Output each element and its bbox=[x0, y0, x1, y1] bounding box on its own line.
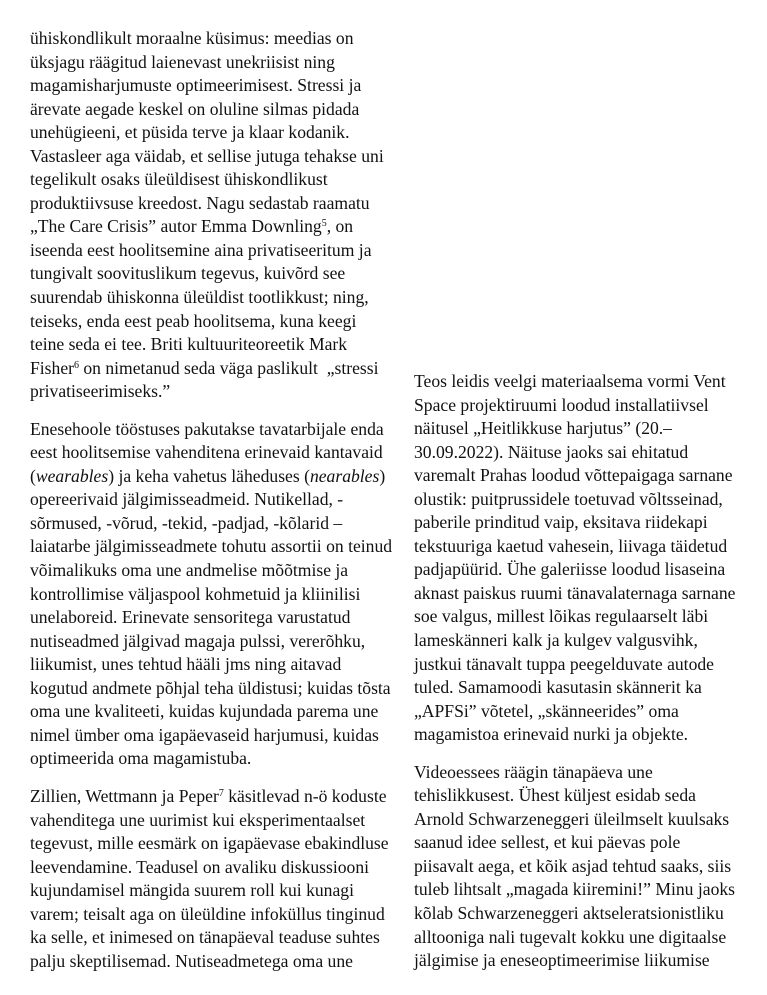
text-line: ärevate aegade keskel on oluline silmas pidada bbox=[30, 98, 360, 119]
text-line: Vastasleer aga väidab, et sellise jutuga tehakse uni bbox=[30, 145, 384, 166]
text-line: Arnold Schwarzeneggeri üleilmselt kuulsaks bbox=[414, 808, 730, 829]
text-line: varem; teisalt aga on üleüldine infoküllus tinginud bbox=[30, 903, 385, 924]
text-line: üksjagu räägitud laienevast unekriisist ning bbox=[30, 51, 335, 72]
text-line bbox=[30, 357, 410, 381]
text-line: kogutud andmete põhjal teha üldistusi; kuidas tõsta bbox=[30, 677, 391, 698]
text-line: näitusel „Heitlikkuse harjutus” (20.– bbox=[414, 418, 672, 439]
text-line: nimel ümber oma igapäevaseid harjumusi, kuidas bbox=[30, 724, 379, 745]
text-line: unelaboreid. Erinevate sensoritega varustatud bbox=[30, 607, 351, 628]
text-fragment: , on bbox=[326, 216, 354, 237]
text-line: leevendamine. Teadusel on avaliku diskussiooni bbox=[30, 856, 370, 877]
text-line: Teos leidis veelgi materiaalsema vormi Vent bbox=[414, 371, 726, 391]
text-fragment: Zillien, Wettmann ja Peper bbox=[30, 785, 219, 806]
text-fragment: Fisher bbox=[30, 357, 74, 378]
text-line: liikumist, unes tehtud hääli jms ning aitavad bbox=[30, 654, 342, 675]
text-fragment: käsitlevad n-ö koduste bbox=[223, 785, 387, 806]
text-line: alltooniga nali tugevalt kokku une digitaalse bbox=[414, 926, 727, 947]
text-line: tehislikkusest. Ühest küljest esidab seda bbox=[414, 785, 696, 806]
text-line: Space projektiruumi loodud installatiivsel bbox=[414, 394, 709, 415]
paragraph-video-essay bbox=[414, 761, 764, 973]
footnote-marker-7[interactable]: 7 bbox=[218, 787, 224, 799]
text-line: kujundamisel mängida suurem roll kui kunagi bbox=[30, 880, 354, 901]
text-line: võimalikuks oma une andmelise mõõtmise ja bbox=[30, 560, 349, 581]
text-line: unehügieeni, et püsida terve ja klaar kodanik. bbox=[30, 122, 350, 143]
footnote-marker-5[interactable]: 5 bbox=[321, 218, 327, 230]
text-line: kontrollimise väljaspool kohmetuid ja kliinilisi bbox=[30, 583, 361, 604]
text-fragment: ) ja keha vahetus läheduses ( bbox=[108, 465, 310, 486]
text-line: aknast paiskus ruumi tänavalaternaga sarnane bbox=[414, 582, 736, 603]
text-line: suurendab ühiskonna üleüldist tootlikkust; ning, bbox=[30, 287, 369, 308]
text-line: saanud idee sellest, et kui päevas pole bbox=[414, 832, 681, 853]
text-line bbox=[30, 785, 410, 809]
text-line: varemalt Prahas loodud võttepaigaga sarnane bbox=[414, 465, 733, 486]
text-line: olustik: puitprussidele toetuvad võltsseinad, bbox=[414, 488, 723, 509]
text-line: sõrmused, -võrud, -tekid, -padjad, -kõlarid – bbox=[30, 512, 343, 533]
term-nearables: nearables bbox=[309, 465, 380, 486]
text-line: magamisharjumuste optimeerimisest. Stressi ja bbox=[30, 75, 362, 96]
text-line: paberile prinditud vaip, eksitava riidekapi bbox=[414, 512, 708, 533]
text-line: privatiseerimiseks.” bbox=[30, 381, 171, 402]
text-line: tegelikult osaks üleüldisest ühiskondlikust bbox=[30, 169, 328, 190]
text-line: Videoessees räägin tänapäeva une bbox=[414, 761, 653, 782]
text-line: padjapüürid. Ühe galeriisse loodud lisaseina bbox=[414, 559, 726, 580]
text-line: jälgimise ja eneseoptimeerimise liikumise bbox=[414, 950, 710, 971]
text-fragment: ( bbox=[30, 465, 36, 486]
right-column bbox=[414, 370, 764, 987]
text-line: teine seda ei tee. Briti kultuuriteoreetik Mark bbox=[30, 334, 348, 355]
text-line: ühiskondlikult moraalne küsimus: meedias on bbox=[30, 28, 354, 48]
paragraph-zillien bbox=[30, 785, 410, 973]
text-line: opereerivaid jälgimisseadmeid. Nutikellad, - bbox=[30, 489, 344, 510]
text-line bbox=[30, 215, 410, 239]
paragraph-self-care-industry bbox=[30, 418, 410, 771]
text-line: eest hoolitsemise vahenditena erinevaid kantavaid bbox=[30, 442, 383, 463]
text-line: ka selle, et inimesed on tänapäeval teaduse suhtes bbox=[30, 927, 380, 948]
left-column bbox=[30, 27, 410, 987]
text-line: magamistoa erinevaid nurki ja objekte. bbox=[414, 724, 689, 745]
term-wearables: wearables bbox=[35, 465, 109, 486]
text-line: palju skeptilisemad. Nutiseadmetega oma une bbox=[30, 950, 353, 971]
footnote-marker-6[interactable]: 6 bbox=[73, 359, 79, 371]
text-line: soe valgus, millest lõikas regulaarselt läbi bbox=[414, 606, 709, 627]
text-line: tungivalt soovituslikum tegevus, kuivõrd see bbox=[30, 263, 346, 284]
text-line: tuleb lihtsalt „magada kiiremini!” Minu jaoks bbox=[414, 879, 736, 900]
text-line: oma une kvaliteeti, kuidas kujundada parema une bbox=[30, 701, 379, 722]
paragraph-exhibition bbox=[414, 370, 764, 747]
text-line: iseenda eest hoolitsemine aina privatiseeritum ja bbox=[30, 239, 372, 260]
text-line: kõlab Schwarzeneggeri aktseleratsionistliku bbox=[414, 903, 724, 924]
text-line: tegevust, mille eesmärk on igapäevase ebakindluse bbox=[30, 833, 389, 854]
text-line: laiatarbe jälgimisseadmete tohutu assortii on teinud bbox=[30, 536, 393, 557]
text-line bbox=[30, 465, 410, 489]
text-line: tuled. Samamoodi kasutasin skännerit ka bbox=[414, 677, 702, 698]
text-line: teiseks, enda eest peab hoolitsema, kuna keegi bbox=[30, 310, 357, 331]
text-fragment: „The Care Crisis” autor Emma Downling bbox=[30, 216, 322, 237]
text-line: justkui tänavalt tuppa peegelduvate autode bbox=[414, 653, 714, 674]
text-line: vahenditega une uurimist kui eksperimentaalset bbox=[30, 809, 366, 830]
text-line: optimeerida oma magamistuba. bbox=[30, 748, 252, 769]
text-line: „APFSi” võtetel, „skänneerides” oma bbox=[414, 700, 679, 721]
text-line: piisavalt aega, et kõik asjad tehtud saaks, siis bbox=[414, 855, 732, 876]
text-line: nutiseadmed jälgivad magaja pulssi, vererõhku, bbox=[30, 630, 366, 651]
paragraph-care-crisis bbox=[30, 27, 410, 404]
text-line: Enesehoole tööstuses pakutakse tavatarbijale enda bbox=[30, 418, 384, 439]
text-line: produktiivsuse kreedost. Nagu sedastab raamatu bbox=[30, 192, 370, 213]
text-line: tekstuuriga kaetud vahesein, liivaga täidetud bbox=[414, 535, 728, 556]
text-line: lameskänneri kalk ja kulgev valgusvihk, bbox=[414, 630, 698, 651]
text-line: 30.09.2022). Näituse jaoks sai ehitatud bbox=[414, 441, 689, 462]
text-fragment: on nimetanud seda väga paslikult „stressi bbox=[78, 357, 379, 378]
text-fragment: ) bbox=[379, 465, 386, 486]
